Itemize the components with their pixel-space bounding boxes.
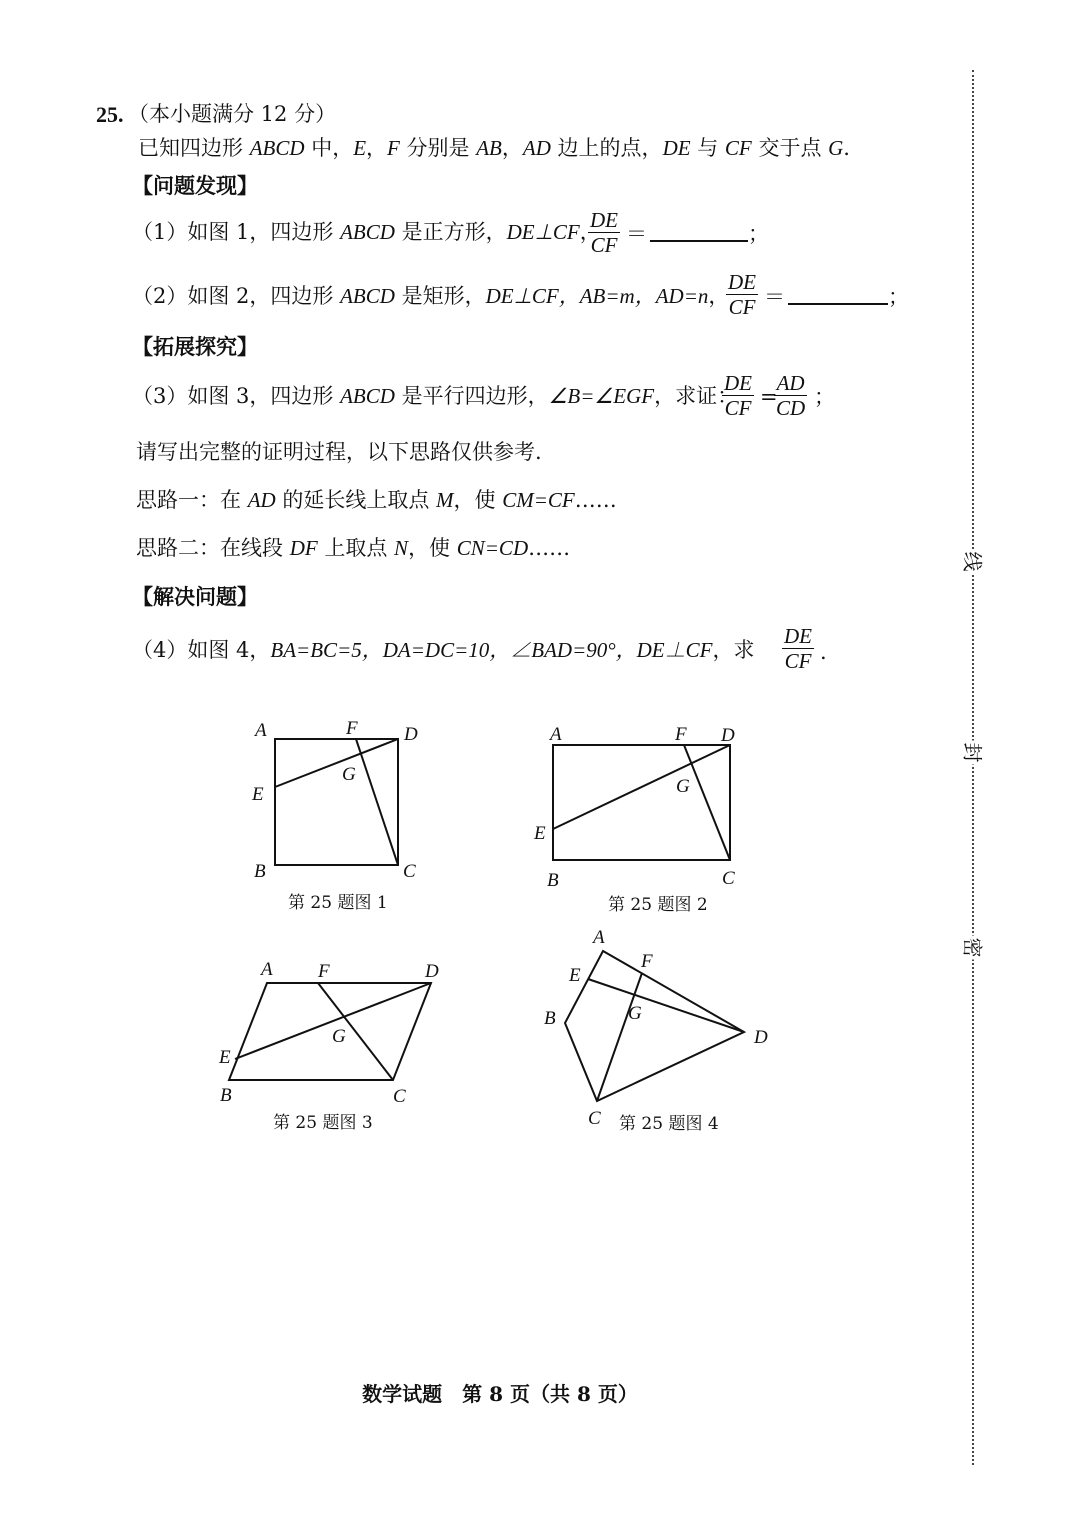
hint-1: 思路一：在 AD 的延长线上取点 M，使 CM=CF…… bbox=[136, 488, 617, 512]
fig2-label-D: D bbox=[721, 725, 735, 746]
fig4-label-C: C bbox=[588, 1108, 601, 1129]
fig2-label-B: B bbox=[547, 870, 559, 891]
page-footer: 数学试题 第 8 页（共 8 页） bbox=[362, 1382, 638, 1406]
fig4-kite bbox=[565, 951, 744, 1101]
fig3-caption: 第 25 题图 3 bbox=[273, 1113, 373, 1133]
fig4-segment-CF bbox=[597, 973, 642, 1101]
fig1-label-D: D bbox=[404, 724, 418, 745]
fig4-label-E: E bbox=[569, 965, 581, 986]
part1-equals: ＝ bbox=[626, 222, 647, 246]
fig3-label-G: G bbox=[332, 1026, 346, 1047]
part1-fraction: $\frac{DE}{CF}$ bbox=[590, 208, 618, 258]
hint-2: 思路二：在线段 DF 上取点 N，使 CN=CD…… bbox=[136, 536, 571, 560]
fig3-label-D: D bbox=[425, 961, 439, 982]
part3-fraction-right: $\frac{AD}{CD}$ bbox=[776, 371, 806, 421]
fig3-label-E: E bbox=[219, 1047, 231, 1068]
section-discovery: 【问题发现】 bbox=[132, 173, 258, 198]
section-solve: 【解决问题】 bbox=[132, 584, 258, 609]
fig1-label-E: E bbox=[252, 784, 264, 805]
part3-equals: = bbox=[760, 385, 778, 409]
binding-dotted-line bbox=[972, 70, 974, 1465]
fig2-label-E: E bbox=[534, 823, 546, 844]
fig4-label-G: G bbox=[628, 1003, 642, 1024]
fig4-label-A: A bbox=[593, 927, 605, 948]
part1-end: ； bbox=[748, 222, 769, 246]
question-intro: 已知四边形 ABCD 中，E，F 分别是 AB，AD 边上的点，DE 与 CF 交于点 G. bbox=[138, 136, 850, 160]
fig1-label-B: B bbox=[254, 861, 266, 882]
part4-text: （4）如图 4，BA=BC=5，DA=DC=10，∠BAD=90°，DE⊥CF，求 bbox=[132, 638, 755, 662]
fig3-label-A: A bbox=[261, 959, 273, 980]
binding-char-xian: 线 bbox=[960, 550, 989, 574]
fig1-label-A: A bbox=[255, 720, 267, 741]
part2-fraction: $\frac{DE}{CF}$ bbox=[728, 270, 756, 320]
fig2-label-F: F bbox=[675, 724, 687, 745]
part3-instruction: 请写出完整的证明过程，以下思路仅供参考. bbox=[136, 440, 542, 464]
part4-fraction: $\frac{DE}{CF}$ bbox=[784, 624, 812, 674]
fig2-label-G: G bbox=[676, 776, 690, 797]
score-note: （本小题满分 12 分） bbox=[128, 102, 337, 126]
part1-text: （1）如图 1，四边形 ABCD 是正方形，DE⊥CF， bbox=[132, 220, 601, 244]
part2-text: （2）如图 2，四边形 ABCD 是矩形，DE⊥CF，AB=m，AD=n， bbox=[132, 284, 730, 308]
fig2-caption: 第 25 题图 2 bbox=[608, 895, 708, 915]
section-extension: 【拓展探究】 bbox=[132, 334, 258, 359]
binding-char-feng: 封 bbox=[960, 741, 989, 765]
part4-end: . bbox=[820, 640, 827, 664]
question-number: 25. bbox=[96, 102, 124, 127]
fig2-label-C: C bbox=[722, 868, 735, 889]
fig1-label-C: C bbox=[403, 861, 416, 882]
fig4-label-B: B bbox=[544, 1008, 556, 1029]
part3-text: （3）如图 3，四边形 ABCD 是平行四边形，∠B=∠EGF，求证： bbox=[132, 384, 739, 408]
fig1-caption: 第 25 题图 1 bbox=[288, 893, 388, 913]
fig1-label-G: G bbox=[342, 764, 356, 785]
fig4-label-F: F bbox=[641, 951, 653, 972]
fig3-label-C: C bbox=[393, 1086, 406, 1107]
part3-fraction-left: $\frac{DE}{CF}$ bbox=[724, 371, 752, 421]
fig3-label-B: B bbox=[220, 1085, 232, 1106]
part2-equals: ＝ bbox=[764, 285, 785, 309]
fig4-caption: 第 25 题图 4 bbox=[619, 1114, 719, 1134]
fig4-label-D: D bbox=[754, 1027, 768, 1048]
binding-char-mi: 密 bbox=[960, 936, 989, 960]
fig3-label-F: F bbox=[318, 961, 330, 982]
part2-end: ； bbox=[888, 285, 909, 309]
fig1-label-F: F bbox=[346, 718, 358, 739]
part3-end: ； bbox=[814, 385, 835, 409]
fig2-label-A: A bbox=[550, 724, 562, 745]
